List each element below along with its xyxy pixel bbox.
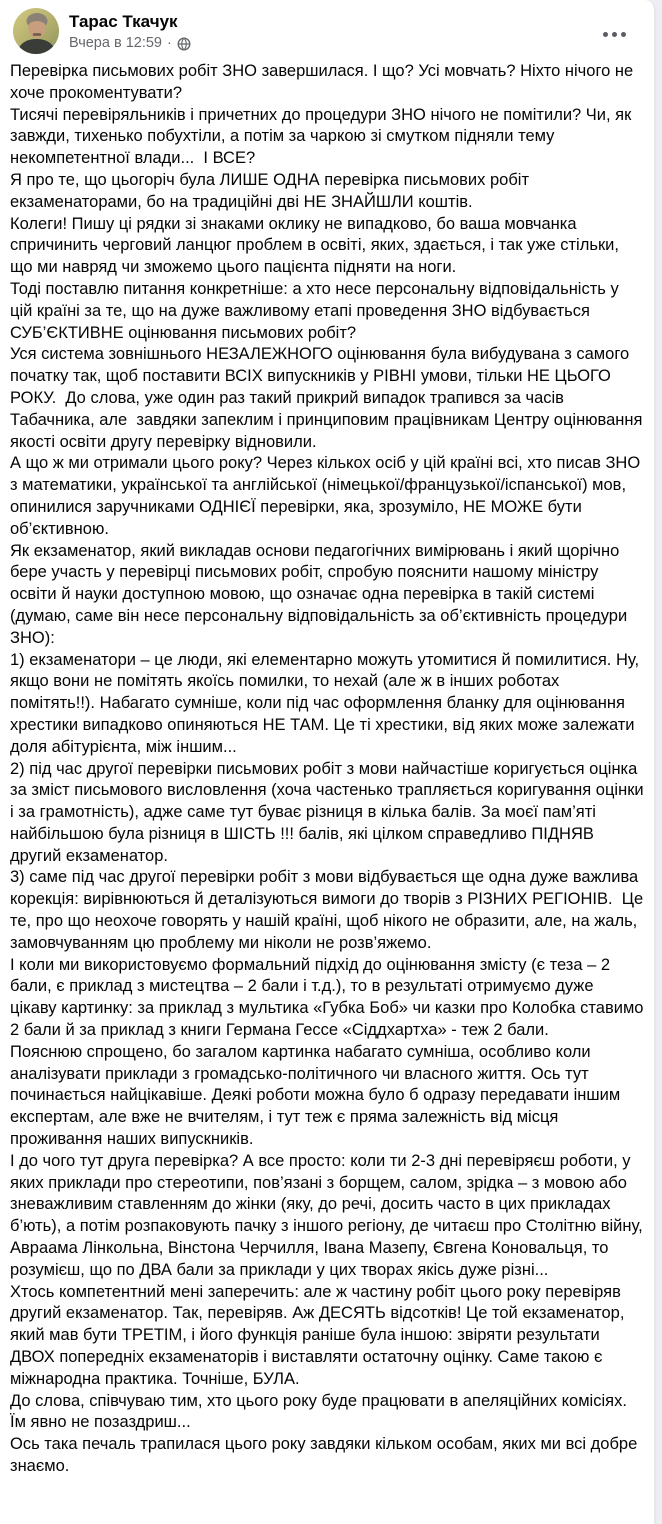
post-paragraph: Перевірка письмових робіт ЗНО завершилася. І що? Усі мовчать? Ніхто нічого не хоче прокоментувати? [10,62,638,102]
post-paragraph: А що ж ми отримали цього року? Через кількох осіб у цій країні всі, хто писав ЗНО з математики, української та англійської (німецької/французької/іспанської) мов, опинилися заручниками ОДНІЄЇ перевірки, яка, зрозуміло, НЕ МОЖЕ бути об’єктивною. [10,454,645,538]
meta-separator: · [166,35,172,51]
post-paragraph: І коли ми використовуємо формальний підхід до оцінювання змісту (є теза – 2 бали, є приклад з мистецтва – 2 бали і т.д.), то в результаті отримуємо дуже цікаву картинку: за приклад з мультика «Губка Боб» чи казки про Колобка ставимо 2 бали й за приклад з книги Германа Гессе «Сіддхартха» - теж 2 бали. [10,955,649,1040]
post-paragraph: Колеги! Пишу ці рядки зі знаками оклику не випадково, бо ваша мовчанка спричинить черговий ланцюг проблем в освіті, яких, здається, і так уже стільки, що ми навряд чи зможемо цього пацієнта підняти на ноги. [10,214,624,277]
post-paragraph: Хтось компетентний мені заперечить: але ж частину робіт цього року перевіряв другий екзаменатор. Так, перевіряв. Аж ДЕСЯТЬ відсотків! Це той екзаменатор, який мав бути ТРЕТІМ, і його функція раніше була іншою: звіряти результати ДВОХ попередніх екзаменаторів і виставляти остаточну оцінку. Саме такою є міжнародна практика. Точніше, БУЛА. [10,1282,630,1388]
timestamp[interactable]: Вчера в 12:59 [69,35,162,51]
post-text [0,54,654,1494]
post-paragraph: І до чого тут друга перевірка? А все просто: коли ти 2-3 дні перевіряєш роботи, у яких приклади про стереотипи, пов’язані з борщем, салом, зрідка – з мовою або зневажливим ставленням до жінки (яку, до речі, досить часто в цих прикладах б’ють), а потім розпаковують пачку з іншого регіону, де читаєш про Столітню війну, Авраама Лінкольна, Вінстона Черчилля, Івана Мазепу, Євгена Коновальця, то розумієш, що по ДВА бали за приклади у цих творах якісь дуже різні... [10,1151,648,1279]
post-options-button[interactable] [597,26,632,43]
globe-public-icon [177,37,191,51]
profile-avatar[interactable] [13,8,59,54]
author-name[interactable]: Тарас Ткачук [69,12,178,31]
post-header [0,0,654,54]
post-paragraph: 1) екзаменатори – це люди, які елементарно можуть утомитися й помилитися. Ну, якщо вони не помітять якоїсь помилки, то нехай (але ж в інших роботах помітять!!). Набагато сумніше, коли під час оформлення бланку для оцінювання хрестики випадково опиняються НЕ ТАМ. Це ті хрестики, від яких може залежати доля абітурієнта, між іншим... [10,650,644,756]
post-paragraph: Як екзаменатор, який викладав основи педагогічних вимірювань і який щорічно бере участь у перевірці письмових робіт, спробую пояснити нашому міністру освіти й науки доступною мовою, що означає одна перевірка в такій системі (думаю, саме він несе персональну відповідальність за об’єктивність процедури ЗНО): [10,541,632,647]
post-paragraph: Пояснюю спрощено, бо загалом картинка набагато сумніша, особливо коли аналізувати приклади з громадсько-політичного чи власного життя. Ось тут починається найцікавіше. Деякі роботи можна було б одразу передавати іншим експертам, але вже не вчителям, і тут теж є пряма залежність від місця проживання наших випускників. [10,1042,625,1149]
post-paragraph: Уся система зовнішнього НЕЗАЛЕЖНОГО оцінювання була вибудувана з самого початку так, щоб поставити ВСІХ випускників у РІВНІ умови, тільки НЕ ЦЬОГО РОКУ. До слова, уже один раз такий прикрий випадок трапився за часів Табачника, але завдяки запеклим і принциповим працівникам Центру оцінювання якості освіти другу перевірку відновили. [10,345,648,451]
ellipsis-icon [621,32,626,37]
post-paragraph: Ось така печаль трапилася цього року завдяки кільком особам, яких ми всі добре знаємо. [10,1435,642,1475]
ellipsis-icon [612,32,617,37]
post-paragraph: Я про те, що цьогоріч була ЛИШЕ ОДНА перевірка письмових робіт екзаменаторами, бо на традиційні дві НЕ ЗНАЙШЛИ коштів. [10,170,534,211]
post-paragraph: 3) саме під час другої перевірки робіт з мови відбувається ще одна дуже важлива корекція: вирівнюються й деталізуються вимоги до творів з РІЗНИХ РЕГІОНІВ. Це те, про що неохоче говорять у нашій країні, щоб нікого не образити, але, на жаль, замовчуванням цю проблему ми ніколи не розв’яжемо. [10,868,648,952]
post-paragraph: Тоді поставлю питання конкретніше: а хто несе персональну відповідальність у цій країні за те, що на дуже важливому етапі проведення ЗНО відбувається СУБ’ЄКТИВНЕ оцінювання письмових робіт? [10,279,624,342]
ellipsis-icon [603,32,608,37]
post-paragraph: До слова, співчуваю тим, хто цього року буде працювати в апеляційних комісіях. Їм явно не позаздриш... [10,1391,632,1432]
avatar-photo-icon [13,8,59,54]
header-info [69,8,191,53]
post-meta [69,34,191,53]
post-paragraph: Тисячі перевіряльників і причетних до процедури ЗНО нічого не помітили? Чи, як завжди, тихенько побухтіли, а потім за чаркою зі смутком підняли тему некомпетентної влади... І ВСЕ? [10,105,636,168]
post-paragraph: 2) під час другої перевірки письмових робіт з мови найчастіше коригується оцінка за зміст письмового висловлення (хоча частенько трапляється коригування оцінки і за грамотність), адже саме тут буває різниця в кілька балів. За моєї пам’яті найбільшою була різниця в ШІСТЬ !!! балів, які цілком справедливо ПІДНЯВ другий екзаменатор. [10,759,649,865]
